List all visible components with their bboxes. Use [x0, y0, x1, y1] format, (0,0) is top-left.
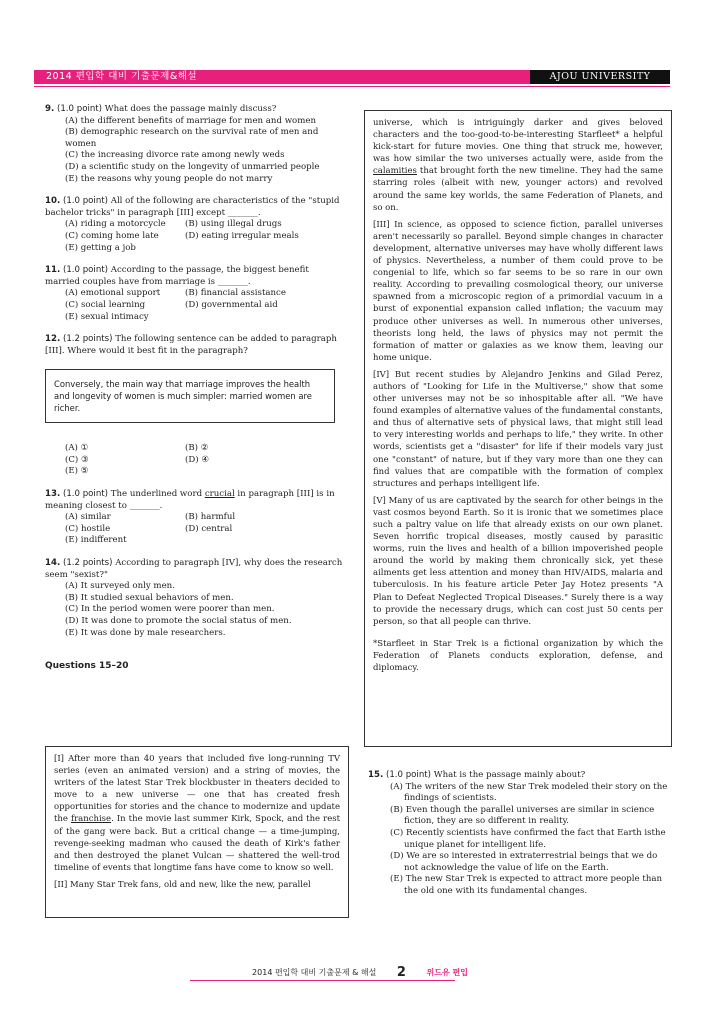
- footer-brand: 위드유 편입: [426, 968, 468, 977]
- option-c: (C) Recently scientists have confirmed the fact that Earth isthe unique planet for intelligent life.: [390, 827, 666, 850]
- question-number: 10.: [45, 196, 61, 207]
- question-text: What does the passage mainly discuss?: [102, 104, 277, 114]
- question-text: The following sentence can be added to paragraph [III]. Where would it best fit in the paragraph?: [45, 334, 337, 356]
- paragraph-5: [V] Many of us are captivated by the search for other beings in the vast cosmos beyond Earth. So it is ironic that we sometimes place such a paltry value on life that already exists on our own planet. Seven horrific tropical diseases, mostly caused by parasitic worms, ruin the lives and health of a billion impoverished people around the world by making them chronically sick, yet these ailments get less attention and money than HIV/AIDS, malaria and tuberculosis. In his feature article Peter Jay Hotez presents "A Plan to Defeat Neglected Tropical Diseases." Surely there is a way to provide the necessary drugs, which can cost just 50 cents per person, so that all people can thrive.: [373, 495, 663, 627]
- option-b: (B) using illegal drugs: [185, 219, 282, 230]
- question-15: [368, 770, 668, 898]
- option-e: (E) indifferent: [65, 535, 127, 546]
- question-stem: [45, 489, 345, 512]
- question-14: [45, 558, 345, 639]
- insert-sentence-box: Conversely, the main way that marriage improves the health and longevity of women is much simpler: married women are richer.: [45, 369, 335, 423]
- option-e: (E) The new Star Trek is expected to attract more people than the old one with its fundamental changes.: [390, 874, 663, 896]
- question-number: 11.: [45, 265, 61, 276]
- question-number: 12.: [45, 334, 61, 345]
- option-d: (D) a scientific study on the longevity of unmarried people: [65, 161, 320, 172]
- page-header: [34, 70, 670, 84]
- question-stem: [45, 104, 345, 116]
- option-e: (E) the reasons why young people do not marry: [65, 173, 273, 184]
- question-text: According to paragraph [IV], why does the research seem "sexist?": [45, 558, 343, 580]
- option-d: (D) It was done to promote the social status of men.: [65, 616, 292, 626]
- section-title: Questions 15–20: [45, 661, 129, 672]
- option-c: (C) social learning: [65, 299, 146, 310]
- option-d: (D) ④: [185, 454, 210, 465]
- paragraph-text: universe, which is intriguingly darker and gives beloved characters and the too-good-to-be-interesting Starfleet* a helpful kick-start for future movies. One thing that struck me, however, was how similar the two universes actually were, aside from the: [373, 118, 663, 165]
- question-stem: [45, 558, 345, 581]
- passage-box-left: [45, 746, 349, 918]
- paragraph-text: . In the movie last summer Kirk, Spock, and the rest of the gang were back. But a critical change — a time-jumping, revenge-seeking madman who caused the death of Kirk's father and then destroyed the planet Vulcan — shattered the well-trod timeline of events that longtime fans have come to know so well.: [54, 814, 340, 873]
- header-university: AJOU UNIVERSITY: [530, 70, 670, 84]
- option-b: (B) It studied sexual behaviors of men.: [65, 592, 234, 603]
- option-d: (D) governmental aid: [185, 299, 278, 310]
- question-points: (1.0 point): [62, 265, 108, 276]
- option-b: (B) Even though the parallel universes are similar in science fiction, they are so different in reality.: [390, 804, 655, 827]
- question-text: All of the following are characteristics of the "stupid bachelor tricks" in paragraph [III] except _______.: [45, 196, 340, 218]
- question-number: 13.: [45, 489, 61, 500]
- question-text: in paragraph [III] is in meaning closest to _______.: [45, 489, 335, 511]
- option-a: (A) riding a motorcycle: [65, 219, 166, 230]
- option-e: (E) ⑤: [65, 466, 89, 477]
- question-10: [45, 196, 345, 254]
- question-stem: [45, 196, 345, 219]
- option-e: (E) sexual intimacy: [65, 311, 149, 322]
- option-e: (E) It was done by male researchers.: [65, 627, 226, 638]
- option-d: (D) We are so interested in extraterrestrial beings that we do not acknowledge the value of life on the Earth.: [390, 851, 658, 873]
- option-a: (A) emotional support: [65, 288, 161, 299]
- underlined-word: calamities: [373, 166, 417, 177]
- option-c: (C) ③: [65, 454, 89, 465]
- page-footer: [0, 965, 720, 980]
- left-column: [45, 104, 345, 683]
- paragraph-2-cont: [373, 117, 663, 214]
- footnote: *Starfleet in Star Trek is a fictional organization by which the Federation of Planets conducts exploration, defense, and diplomacy.: [373, 638, 663, 674]
- option-d: (D) eating irregular meals: [185, 230, 299, 241]
- question-text: According to the passage, the biggest benefit married couples have from marriage is _______.: [45, 265, 309, 287]
- page-number: 2: [396, 965, 406, 980]
- question-stem: [45, 265, 345, 288]
- question-stem: [45, 334, 345, 357]
- question-points: (1.0 point): [385, 770, 431, 780]
- footer-divider: [190, 980, 455, 981]
- header-divider: [34, 86, 670, 87]
- option-b: (B) harmful: [185, 512, 236, 523]
- question-12: [45, 334, 345, 478]
- question-11: [45, 265, 345, 323]
- question-text: What is the passage mainly about?: [431, 770, 586, 780]
- paragraph-1: [54, 753, 340, 874]
- question-points: (1.2 points): [62, 558, 113, 569]
- option-d: (D) central: [185, 523, 233, 534]
- question-number: 15.: [368, 770, 384, 780]
- option-c: (C) hostile: [65, 523, 111, 534]
- option-e: (E) getting a job: [65, 242, 136, 253]
- option-b: (B) financial assistance: [185, 288, 286, 299]
- question-points: (1.0 point): [62, 489, 108, 500]
- paragraph-text: [I] After more than 40 years that included five long-running TV series (even an animated version) and a string of movies, the writers of the latest Star Trek blockbuster in theaters decided to move to a new universe — one that has created fresh opportunities for stories and the chance to modernize and update the: [54, 754, 340, 825]
- option-c: (C) coming home late: [65, 230, 159, 241]
- option-a: (A) the different benefits of marriage for men and women: [65, 115, 316, 126]
- header-title: 2014 편입학 대비 기출문제&해설: [34, 70, 530, 84]
- underlined-word: franchise: [70, 814, 112, 825]
- footer-title: 2014 편입학 대비 기출문제 & 해설: [252, 968, 377, 977]
- question-text: The underlined word: [108, 489, 205, 500]
- paragraph-3: [III] In science, as opposed to science fiction, parallel universes aren't necessarily so parallel. Beyond simple changes in character development, alternative universes may have wholly different laws of physics. Nevertheless, a number of them could prove to be congenial to life, which so far seems to be so rare in our own reality. According to prevailing cosmological theory, our universe spawned from a microscopic region of a primordial vacuum in a burst of exponential expansion called inflation; the vacuum may produce other universes as well. In numerous other universes, theorists long held, the laws of physics may not permit the formation of matter or galaxies as we know them, leaving our home unique.: [373, 219, 663, 363]
- question-number: 9.: [45, 104, 55, 114]
- paragraph-4: [IV] But recent studies by Alejandro Jenkins and Gilad Perez, authors of "Looking for Life in the Multiverse," show that some other universes may not be so inhospitable after all. "We have found examples of alternative values of the fundamental constants, and thus of alternative sets of physical laws, that might still lead to very interesting worlds and perhaps to life," they write. In other words, scientists get a "disaster" for life if their models vary just one "constant" of nature, but if they vary more than one they can find values that are compatible with the formation of complex structures and perhaps intelligent life.: [373, 369, 664, 489]
- question-13: [45, 489, 345, 547]
- question-stem: [368, 770, 668, 782]
- option-b: (B) ②: [185, 443, 209, 454]
- question-9: [45, 104, 345, 185]
- option-c: (C) the increasing divorce rate among newly weds: [65, 150, 285, 161]
- question-points: (1.0 point): [56, 104, 103, 114]
- paragraph-2: [II] Many Star Trek fans, old and new, like the new, parallel: [54, 879, 311, 890]
- option-a: (A) ①: [65, 443, 89, 454]
- option-a: (A) It surveyed only men.: [65, 581, 175, 592]
- option-b: (B) demographic research on the survival rate of men and women: [65, 127, 319, 149]
- option-a: (A) The writers of the new Star Trek modeled their story on the findings of scientists.: [390, 781, 668, 804]
- question-points: (1.2 points): [62, 334, 113, 345]
- passage-box-right: [364, 110, 672, 747]
- paragraph-text: that brought forth the new timeline. They had the same starring roles (albeit with new, younger actors) and revolved around the same key worlds, the same Federation of Planets, and so on.: [373, 166, 663, 213]
- question-points: (1.0 point): [62, 196, 108, 207]
- option-a: (A) similar: [65, 512, 111, 523]
- underlined-word: crucial: [204, 489, 235, 500]
- question-number: 14.: [45, 558, 61, 569]
- option-c: (C) In the period women were poorer than men.: [65, 604, 275, 615]
